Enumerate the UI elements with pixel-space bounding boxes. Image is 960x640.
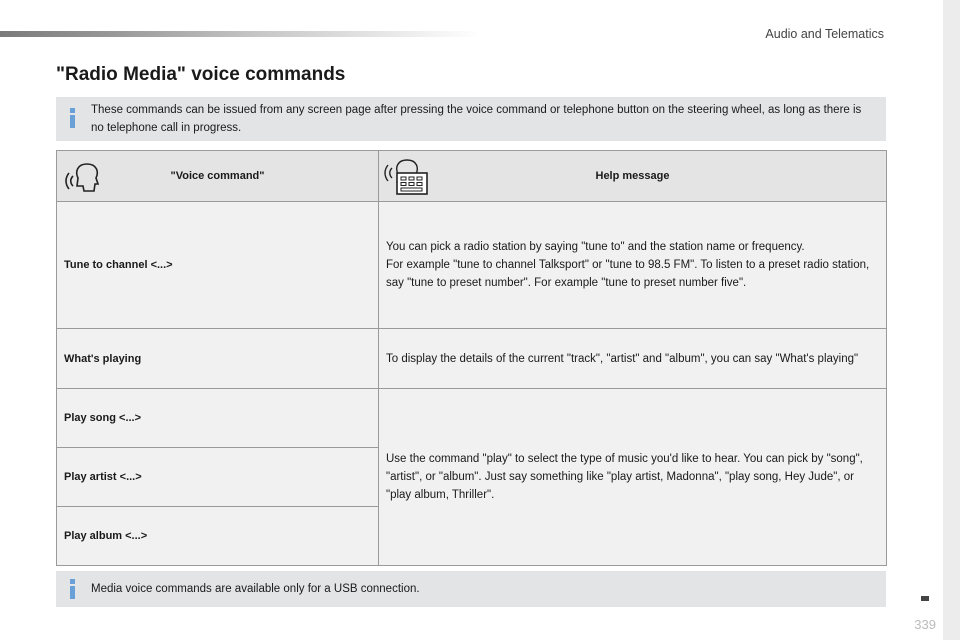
section-label: Audio and Telematics bbox=[765, 27, 884, 41]
command-cell: What's playing bbox=[57, 329, 379, 389]
table-row bbox=[57, 202, 887, 329]
help-text: To display the details of the current "track", "artist" and "album", you can say "What's playing" bbox=[386, 352, 859, 365]
help-cell bbox=[379, 202, 887, 329]
column-header-voice-command bbox=[57, 151, 379, 202]
voice-commands-table bbox=[56, 150, 887, 566]
table-row bbox=[57, 329, 887, 389]
page-edge-strip bbox=[943, 0, 960, 640]
help-text: Use the command "play" to select the type of music you'd like to hear. You can pick by "song", "artist", or "album". Just say something like "play artist, Madonna", "play song, Hey Jude", or "play album, Thriller". bbox=[386, 453, 863, 501]
help-message-icon bbox=[383, 156, 429, 196]
help-message-header-label: Help message bbox=[595, 170, 670, 182]
info-icon bbox=[70, 579, 75, 599]
help-text: You can pick a radio station by saying "tune to" and the station name or frequency. bbox=[386, 241, 805, 253]
voice-command-icon bbox=[65, 156, 101, 196]
command-cell: Play artist <...> bbox=[57, 448, 379, 507]
info-note-text: Media voice commands are available only for a USB connection. bbox=[91, 583, 420, 595]
info-note-text: These commands can be issued from any screen page after pressing the voice command or telephone button on the steering wheel, as long as there is no telephone call in progress. bbox=[91, 104, 862, 134]
help-cell bbox=[379, 389, 887, 566]
table-header-row bbox=[57, 151, 887, 202]
page-title: "Radio Media" voice commands bbox=[56, 64, 346, 85]
page-marker bbox=[921, 596, 929, 601]
help-text: For example "tune to channel Talksport" or "tune to 98.5 FM". To listen to a preset radio station, say "tune to preset number". For example "tune to preset number five". bbox=[386, 259, 870, 289]
table-row bbox=[57, 389, 887, 448]
voice-command-header-label: "Voice command" bbox=[170, 170, 265, 182]
page-number: 339 bbox=[914, 617, 936, 632]
help-cell bbox=[379, 329, 887, 389]
command-cell: Tune to channel <...> bbox=[57, 202, 379, 329]
command-cell: Play song <...> bbox=[57, 389, 379, 448]
header-bar bbox=[0, 31, 480, 37]
info-note-bottom bbox=[56, 571, 886, 607]
column-header-help-message bbox=[379, 151, 887, 202]
info-note-top bbox=[56, 97, 886, 141]
command-cell: Play album <...> bbox=[57, 507, 379, 566]
info-icon bbox=[70, 108, 75, 128]
